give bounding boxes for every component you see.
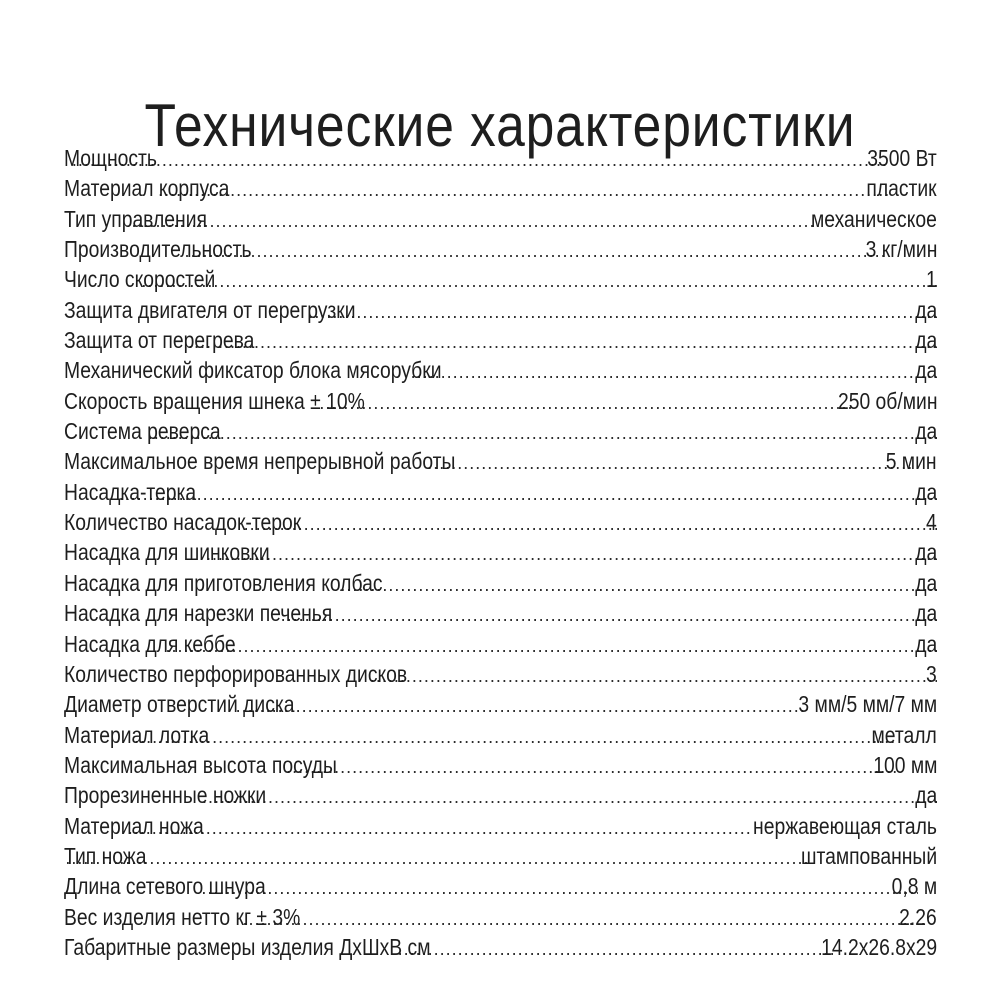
spec-label: Мощность bbox=[64, 145, 157, 171]
spec-row bbox=[64, 902, 937, 932]
spec-label: Материал ножа bbox=[64, 812, 204, 839]
spec-row bbox=[64, 537, 937, 567]
spec-value: штампованный bbox=[800, 842, 937, 869]
spec-value: да bbox=[914, 539, 937, 566]
spec-label: Диаметр отверстий диска bbox=[64, 691, 295, 718]
spec-value: 14.2x26.8x29 bbox=[820, 933, 937, 960]
spec-label: Материал лотка bbox=[64, 721, 210, 748]
dot-leader bbox=[146, 418, 937, 446]
dot-leader bbox=[183, 236, 887, 264]
spec-row bbox=[64, 416, 937, 446]
dot-leader bbox=[241, 904, 928, 932]
spec-label: Система реверса bbox=[64, 418, 221, 445]
spec-row bbox=[64, 871, 937, 901]
spec-row bbox=[64, 295, 937, 325]
spec-value: нержавеющая сталь bbox=[753, 812, 937, 839]
spec-label: Количество перфорированных дисков bbox=[64, 660, 408, 687]
spec-row bbox=[64, 325, 937, 355]
spec-label: Тип управления bbox=[64, 205, 207, 232]
spec-row bbox=[64, 477, 937, 507]
spec-row bbox=[64, 841, 937, 871]
spec-value: да bbox=[914, 782, 937, 809]
spec-value: механическое bbox=[811, 205, 937, 232]
spec-label: Скорость вращения шнека ± 10% bbox=[64, 387, 365, 414]
dot-leader bbox=[199, 873, 917, 901]
spec-value: да bbox=[914, 569, 937, 596]
dot-leader bbox=[164, 631, 937, 659]
spec-label: Количество насадок-терок bbox=[64, 509, 302, 536]
spec-label: Вес изделия нетто кг ± 3% bbox=[64, 903, 301, 930]
spec-label: Насадка для кеббе bbox=[64, 630, 236, 657]
spec-label: Максимальное время непрерывной работы bbox=[64, 448, 456, 475]
dot-leader bbox=[204, 539, 937, 567]
spec-label: Защита от перегрева bbox=[64, 327, 255, 354]
spec-row bbox=[64, 568, 937, 598]
spec-label: Механический фиксатор блока мясорубки bbox=[64, 357, 442, 384]
spec-value: 4 bbox=[926, 509, 937, 536]
specs-list bbox=[64, 143, 937, 962]
spec-value: да bbox=[914, 418, 937, 445]
dot-leader bbox=[396, 934, 834, 962]
spec-label: Тип ножа bbox=[64, 842, 147, 869]
spec-label: Производительность bbox=[64, 236, 252, 263]
dot-leader bbox=[425, 448, 911, 476]
spec-row bbox=[64, 446, 937, 476]
spec-row bbox=[64, 598, 937, 628]
dot-leader bbox=[368, 661, 937, 689]
dot-leader bbox=[306, 297, 937, 325]
spec-row bbox=[64, 355, 937, 385]
dot-leader bbox=[156, 175, 888, 203]
spec-value: да bbox=[914, 327, 937, 354]
dot-leader bbox=[139, 266, 937, 294]
spec-value: да bbox=[914, 296, 937, 323]
spec-value: да bbox=[914, 478, 937, 505]
spec-value: 0,8 м bbox=[891, 873, 937, 900]
spec-label: Насадка для шинковки bbox=[64, 539, 270, 566]
dot-leader bbox=[117, 479, 937, 507]
spec-label: Насадка-терка bbox=[64, 478, 197, 505]
spec-row bbox=[64, 507, 937, 537]
spec-row bbox=[64, 386, 937, 416]
spec-row bbox=[64, 689, 937, 719]
spec-label: Длина сетевого шнура bbox=[64, 873, 266, 900]
dot-leader bbox=[409, 357, 937, 385]
spec-value: 3500 Вт bbox=[867, 145, 937, 171]
dot-leader bbox=[129, 206, 822, 234]
dot-leader bbox=[70, 145, 889, 173]
dot-leader bbox=[338, 570, 937, 598]
dot-leader bbox=[279, 600, 937, 628]
spec-label: Насадка для приготовления колбас bbox=[64, 569, 383, 596]
spec-value: 2.26 bbox=[899, 903, 937, 930]
dot-leader bbox=[186, 327, 937, 355]
spec-label: Габаритные размеры изделия ДхШхВ см bbox=[64, 933, 431, 960]
spec-row bbox=[64, 811, 937, 841]
spec-value: 100 мм bbox=[872, 751, 937, 778]
spec-value: да bbox=[914, 630, 937, 657]
dot-leader bbox=[132, 722, 894, 750]
spec-value: 1 bbox=[926, 266, 937, 293]
spec-row bbox=[64, 780, 937, 810]
spec-row bbox=[64, 173, 937, 203]
dot-leader bbox=[64, 843, 810, 871]
spec-row bbox=[64, 234, 937, 264]
dot-leader bbox=[317, 388, 853, 416]
spec-row bbox=[64, 143, 937, 173]
spec-label: Число скоростей bbox=[64, 266, 216, 293]
spec-label: Защита двигателя от перегрузки bbox=[64, 296, 356, 323]
spec-label: Максимальная высота посуды bbox=[64, 751, 337, 778]
dot-leader bbox=[200, 782, 937, 810]
spec-value: 3 bbox=[926, 660, 937, 687]
spec-label: Прорезиненные ножки bbox=[64, 782, 267, 809]
spec-row bbox=[64, 204, 937, 234]
dot-leader bbox=[234, 691, 807, 719]
spec-value: да bbox=[914, 600, 937, 627]
spec-label: Материал корпуса bbox=[64, 175, 230, 202]
spec-value: 250 об/мин bbox=[837, 387, 937, 414]
spec-value: 3 кг/мин bbox=[865, 236, 937, 263]
dot-leader bbox=[126, 813, 753, 841]
spec-row bbox=[64, 932, 937, 962]
spec-row bbox=[64, 629, 937, 659]
spec-row bbox=[64, 264, 937, 294]
spec-row bbox=[64, 750, 937, 780]
spec-row bbox=[64, 659, 937, 689]
dot-leader bbox=[242, 509, 937, 537]
spec-row bbox=[64, 720, 937, 750]
spec-value: 5 мин bbox=[886, 448, 937, 475]
dot-leader bbox=[284, 752, 895, 780]
spec-label: Насадка для нарезки печенья bbox=[64, 600, 333, 627]
spec-value: металл bbox=[871, 721, 937, 748]
spec-value: 3 мм/5 мм/7 мм bbox=[798, 691, 937, 718]
spec-value: пластик bbox=[866, 175, 937, 202]
spec-value: да bbox=[914, 357, 937, 384]
page-title: Технические характеристики bbox=[144, 92, 856, 160]
